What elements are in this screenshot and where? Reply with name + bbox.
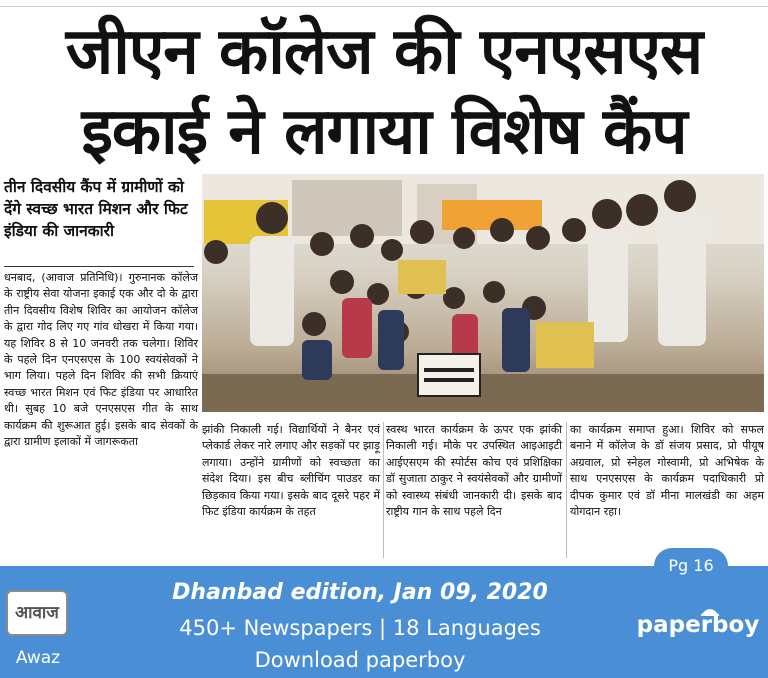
top-divider — [0, 6, 768, 7]
download-link[interactable]: Download paperboy — [254, 648, 466, 672]
column-divider — [566, 422, 567, 558]
article-column-4: का कार्यक्रम समाप्त हुआ। शिविर को सफल बनाने में कॉलेज के डॉ संजय प्रसाद, प्रो पीयूष अग्रवाल, प्रो स्नेहल गोस्वामी, प्रो अभिषेक के साथ एनएसएस के कार्यक्रम पदाधिकारी प्रो दीपक कुमार एवं डॉ मीना मालखंडी का अहम योगदान रहा। — [570, 423, 764, 519]
headline-line-2: इकाई ने लगाया विशेष कैंप — [81, 95, 687, 169]
edition-label: Dhanbad edition, Jan 09, 2020 — [172, 580, 548, 605]
headline-line-1: जीएन कॉलेज की एनएसएस — [65, 15, 703, 89]
group-photo-illustration — [202, 174, 764, 412]
page-number-badge[interactable]: Pg 16 — [654, 548, 728, 584]
column-divider — [383, 422, 384, 558]
article-column-1: धनबाद, (आवाज प्रतिनिधि)। गुरुनानक कॉलेज के राष्ट्रीय सेवा योजना इकाई एक और दो के द्वारा तीन दिवसीय विशेष शिविर का आयोजन कॉलेज के द्वारा गोद लिए गए गांव धोखरा में किया गया। यह शिविर 8 से 10 जनवरी तक चलेगा। शिविर के पहले दिन एनएसएस के 100 स्वयंसेवकों ने भाग लिया। पहले दिन शिविर की सभी क्रियाएं स्वच्छ भारत मिशन एवं फिट इंडिया पर आधारित थी। सुबह 10 बजे एनएसएस गीत के साथ कार्यक्रम की शुरूआत हुई। इसके बाद सेवकों के द्वारा ग्रामीण इलाकों में जागरूकता — [4, 271, 198, 449]
group-photo — [202, 174, 764, 412]
stats-label: 450+ Newspapers | 18 Languages — [179, 616, 541, 640]
article-column-3: स्वस्थ भारत कार्यक्रम के ऊपर एक झांकी निकाली गई। मौके पर उपस्थित आइआइटी आईएसएम की स्पोर्टस कोच एवं प्रशिक्षिका डॉ सुजाता ठाकुर ने स्वयंसेवकों और ग्रामीणों को स्वास्थ्य संबंधी जानकारी दी। इसके बाद राष्ट्रीय गान के साथ पहले दिन — [386, 423, 562, 519]
paperboy-brand[interactable]: paperboy — [636, 612, 760, 638]
publication-name: Awaz — [15, 648, 61, 668]
article-column-2: झांकी निकाली गई। विद्यार्थियों ने बैनर एवं प्लेकार्ड लेकर नारे लगाए और सड़कों पर झाड़ू लगाया। उन्होंने ग्रामीणों को स्वच्छता का संदेश दिया। इस बीच ब्लीचिंग पाउडर का छिड़काव किया गया। इसके बाद दूसरे पहर में फिट इंडिया कार्यक्रम के तहत — [202, 423, 380, 519]
subheadline-divider — [4, 266, 194, 267]
publication-logo[interactable]: आवाज — [6, 590, 68, 636]
subheadline: तीन दिवसीय कैंप में ग्रामीणों को देंगे स्वच्छ भारत मिशन और फिट इंडिया की जानकारी — [4, 178, 188, 240]
